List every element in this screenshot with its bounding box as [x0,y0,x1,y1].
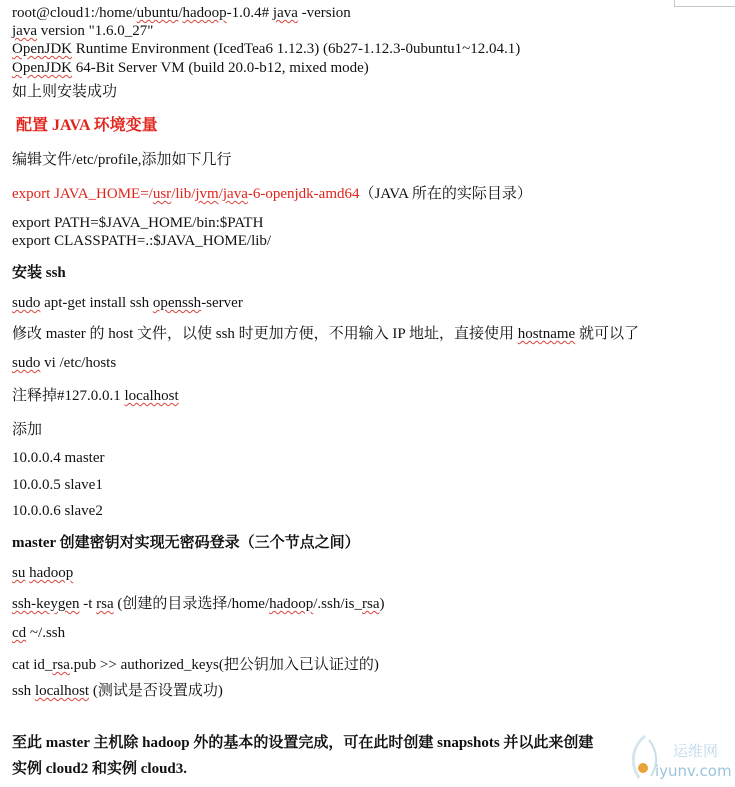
watermark-domain: iyunv.com [655,762,732,780]
spell-flag-word: localhost [34,683,90,699]
export-classpath: export CLASSPATH=.:$JAVA_HOME/lib/ [12,233,272,249]
spell-flag-word: hadoop [29,565,74,581]
text-segment: /.ssh/is_ [313,596,363,612]
comment-localhost-text [12,387,179,405]
spell-flag-word: hadoop [269,596,314,612]
spell-flag-word: su [12,565,26,581]
spell-flag-word: rsa [52,657,70,673]
text-segment: ) [379,596,385,612]
spell-flag-word: java [272,5,298,21]
text-segment: ~/.ssh [26,625,66,641]
text-segment: apt-get install ssh [40,295,153,311]
java-version-output [12,22,153,40]
text-segment: -version [297,5,351,21]
spell-flag-word: hadoop [182,5,227,21]
cmd-java-version [12,4,351,22]
cmd-cat-pubkey [12,656,379,674]
spell-flag-word: rsa [96,596,114,612]
host-entry-slave1: 10.0.0.5 slave1 [12,477,103,493]
host-entry-slave2: 10.0.0.6 slave2 [12,503,103,519]
text-segment: (创建的目录选择/home/ [113,596,270,612]
text-segment: root@cloud1:/home/ [12,5,137,21]
spell-flag-word: hostname [517,326,576,342]
heading-java-env: 配置 JAVA 环境变量 [16,117,158,134]
spell-flag-word: ssh-keygen [12,596,80,612]
spell-flag-word: openssh [152,295,202,311]
text-segment: ssh [12,683,35,699]
spell-flag-word: usr [152,186,172,202]
text-segment: cat id_ [12,657,53,673]
text-segment: -server [201,295,243,311]
text-segment: 修改 master 的 host 文件，以使 ssh 时更加方便，不用输入 IP 地址，直接使用 [12,326,518,342]
spell-flag-word: OpenJDK [12,41,72,57]
watermark-name: 运维网 [673,742,719,760]
cmd-cd-ssh [12,624,65,642]
page-corner-mark [674,0,735,7]
text-segment: vi /etc/hosts [40,355,117,371]
text-segment: export JAVA_HOME=/ [12,186,153,202]
install-success-text: 如上则安装成功 [12,84,118,100]
export-java-home [12,185,532,203]
closing-paragraph-line1: 至此 master 主机除 hadoop 外的基本的设置完成，可在此时创建 snapshots 并以此来创建 [12,735,594,751]
hosts-explain-text [12,325,639,343]
text-segment: .pub >> authorized_keys(把公钥加入已认证过的) [69,657,379,673]
server-vm-output [12,59,369,77]
spell-flag-word: OpenJDK [12,60,72,76]
text-segment: / [218,186,223,202]
spell-flag-word: localhost [124,388,179,404]
text-segment: 注释掉#127.0.0.1 [12,388,125,404]
text-segment: /lib/ [171,186,196,202]
spell-flag-word: java [222,186,248,202]
export-path: export PATH=$JAVA_HOME/bin:$PATH [12,215,264,231]
spell-flag-word: cd [12,625,27,641]
spell-flag-word: jvm [195,186,219,202]
host-entry-master: 10.0.0.4 master [12,450,105,466]
spell-flag-word: sudo [12,355,41,371]
spell-flag-word: sudo [12,295,41,311]
watermark [625,732,733,782]
text-segment: -6-openjdk-amd64 [247,186,360,202]
text-segment: Runtime Environment (IcedTea6 1.12.3) (6b27-1.12.3-0ubuntu1~12.04.1) [72,41,521,57]
text-segment: -1.0.4# [226,5,273,21]
spell-flag-word: ubuntu [136,5,179,21]
edit-profile-text: 编辑文件/etc/profile,添加如下几行 [12,152,232,168]
text-segment: 64-Bit Server VM (build 20.0-b12, mixed mode) [72,60,369,76]
cmd-ssh-localhost [12,682,223,700]
text-segment: -t [79,596,97,612]
add-label: 添加 [12,422,43,438]
text-segment: （JAVA 所在的实际目录） [359,186,532,202]
heading-install-ssh: 安装 ssh [12,265,66,281]
text-segment: version "1.6.0_27" [36,23,154,39]
cmd-su-hadoop [12,564,73,582]
text-segment: / [178,5,183,21]
closing-paragraph-line2: 实例 cloud2 和实例 cloud3. [12,761,188,777]
text-segment: (测试是否设置成功) [89,683,223,699]
cmd-edit-hosts [12,354,116,372]
cmd-ssh-keygen [12,595,385,613]
spell-flag-word: rsa [362,596,380,612]
heading-ssh-key: master 创建密钥对实现无密码登录（三个节点之间） [12,535,360,551]
runtime-env-output [12,40,520,58]
text-segment: 就可以了 [575,326,639,342]
spell-flag-word: java [12,23,37,39]
cmd-apt-get-ssh [12,294,243,312]
